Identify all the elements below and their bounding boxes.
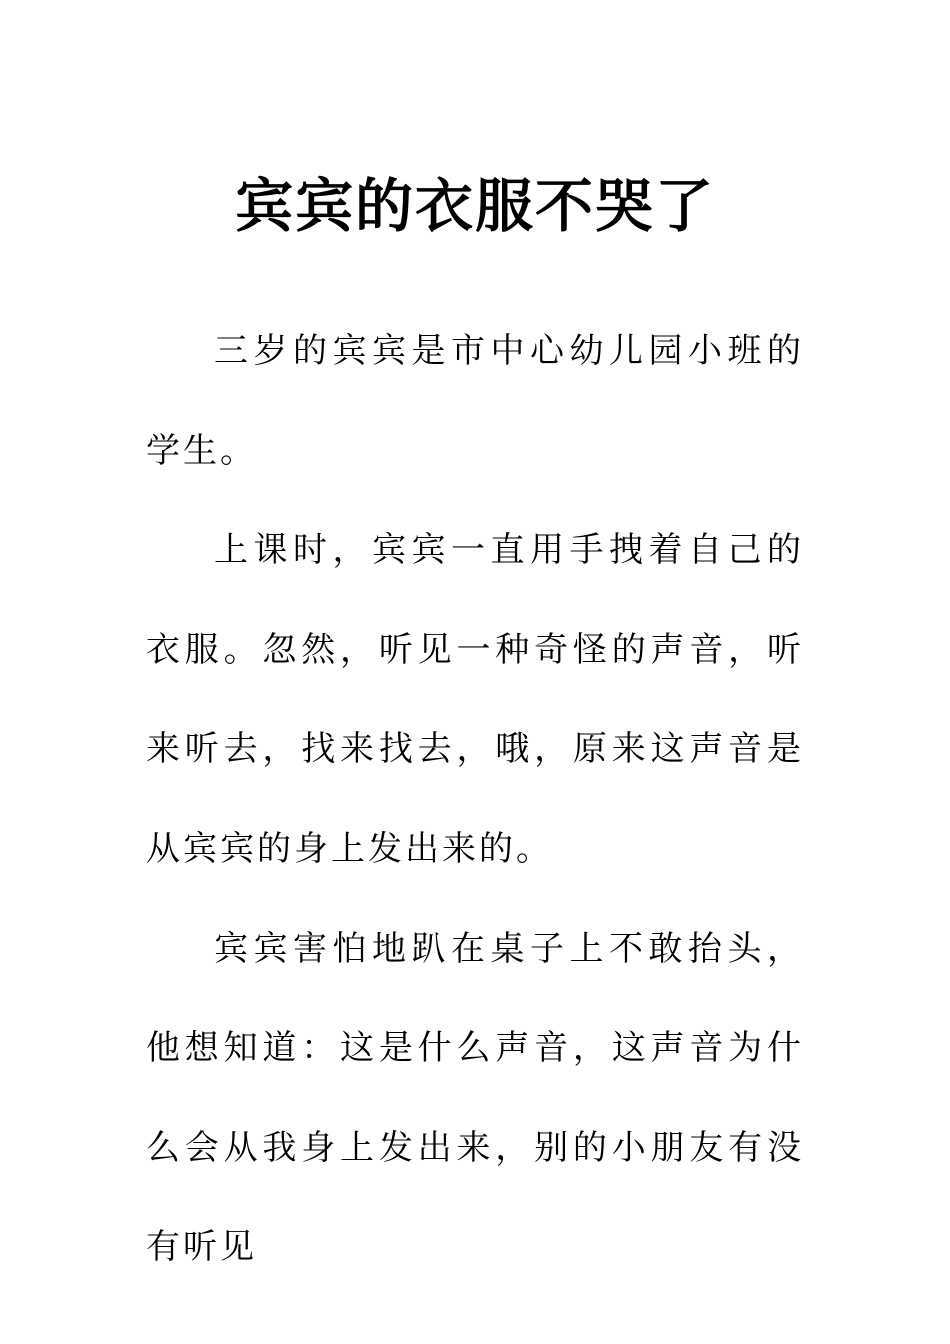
paragraph-2: 上课时，宾宾一直用手拽着自己的衣服。忽然，听见一种奇怪的声音，听来听去，找来找去，哦，原来这声音是从宾宾的身上发出来的。 — [146, 530, 804, 869]
paragraph-3: 宾宾害怕地趴在桌子上不敢抬头，他想知道：这是什么声音，这声音为什么会从我身上发出来，别的小朋友有没有听见 — [146, 928, 804, 1268]
document-body — [146, 302, 804, 1298]
paragraph-1: 三岁的宾宾是市中心幼儿园小班的学生。 — [146, 331, 804, 471]
document-title: 宾宾的衣服不哭了 — [234, 171, 715, 240]
